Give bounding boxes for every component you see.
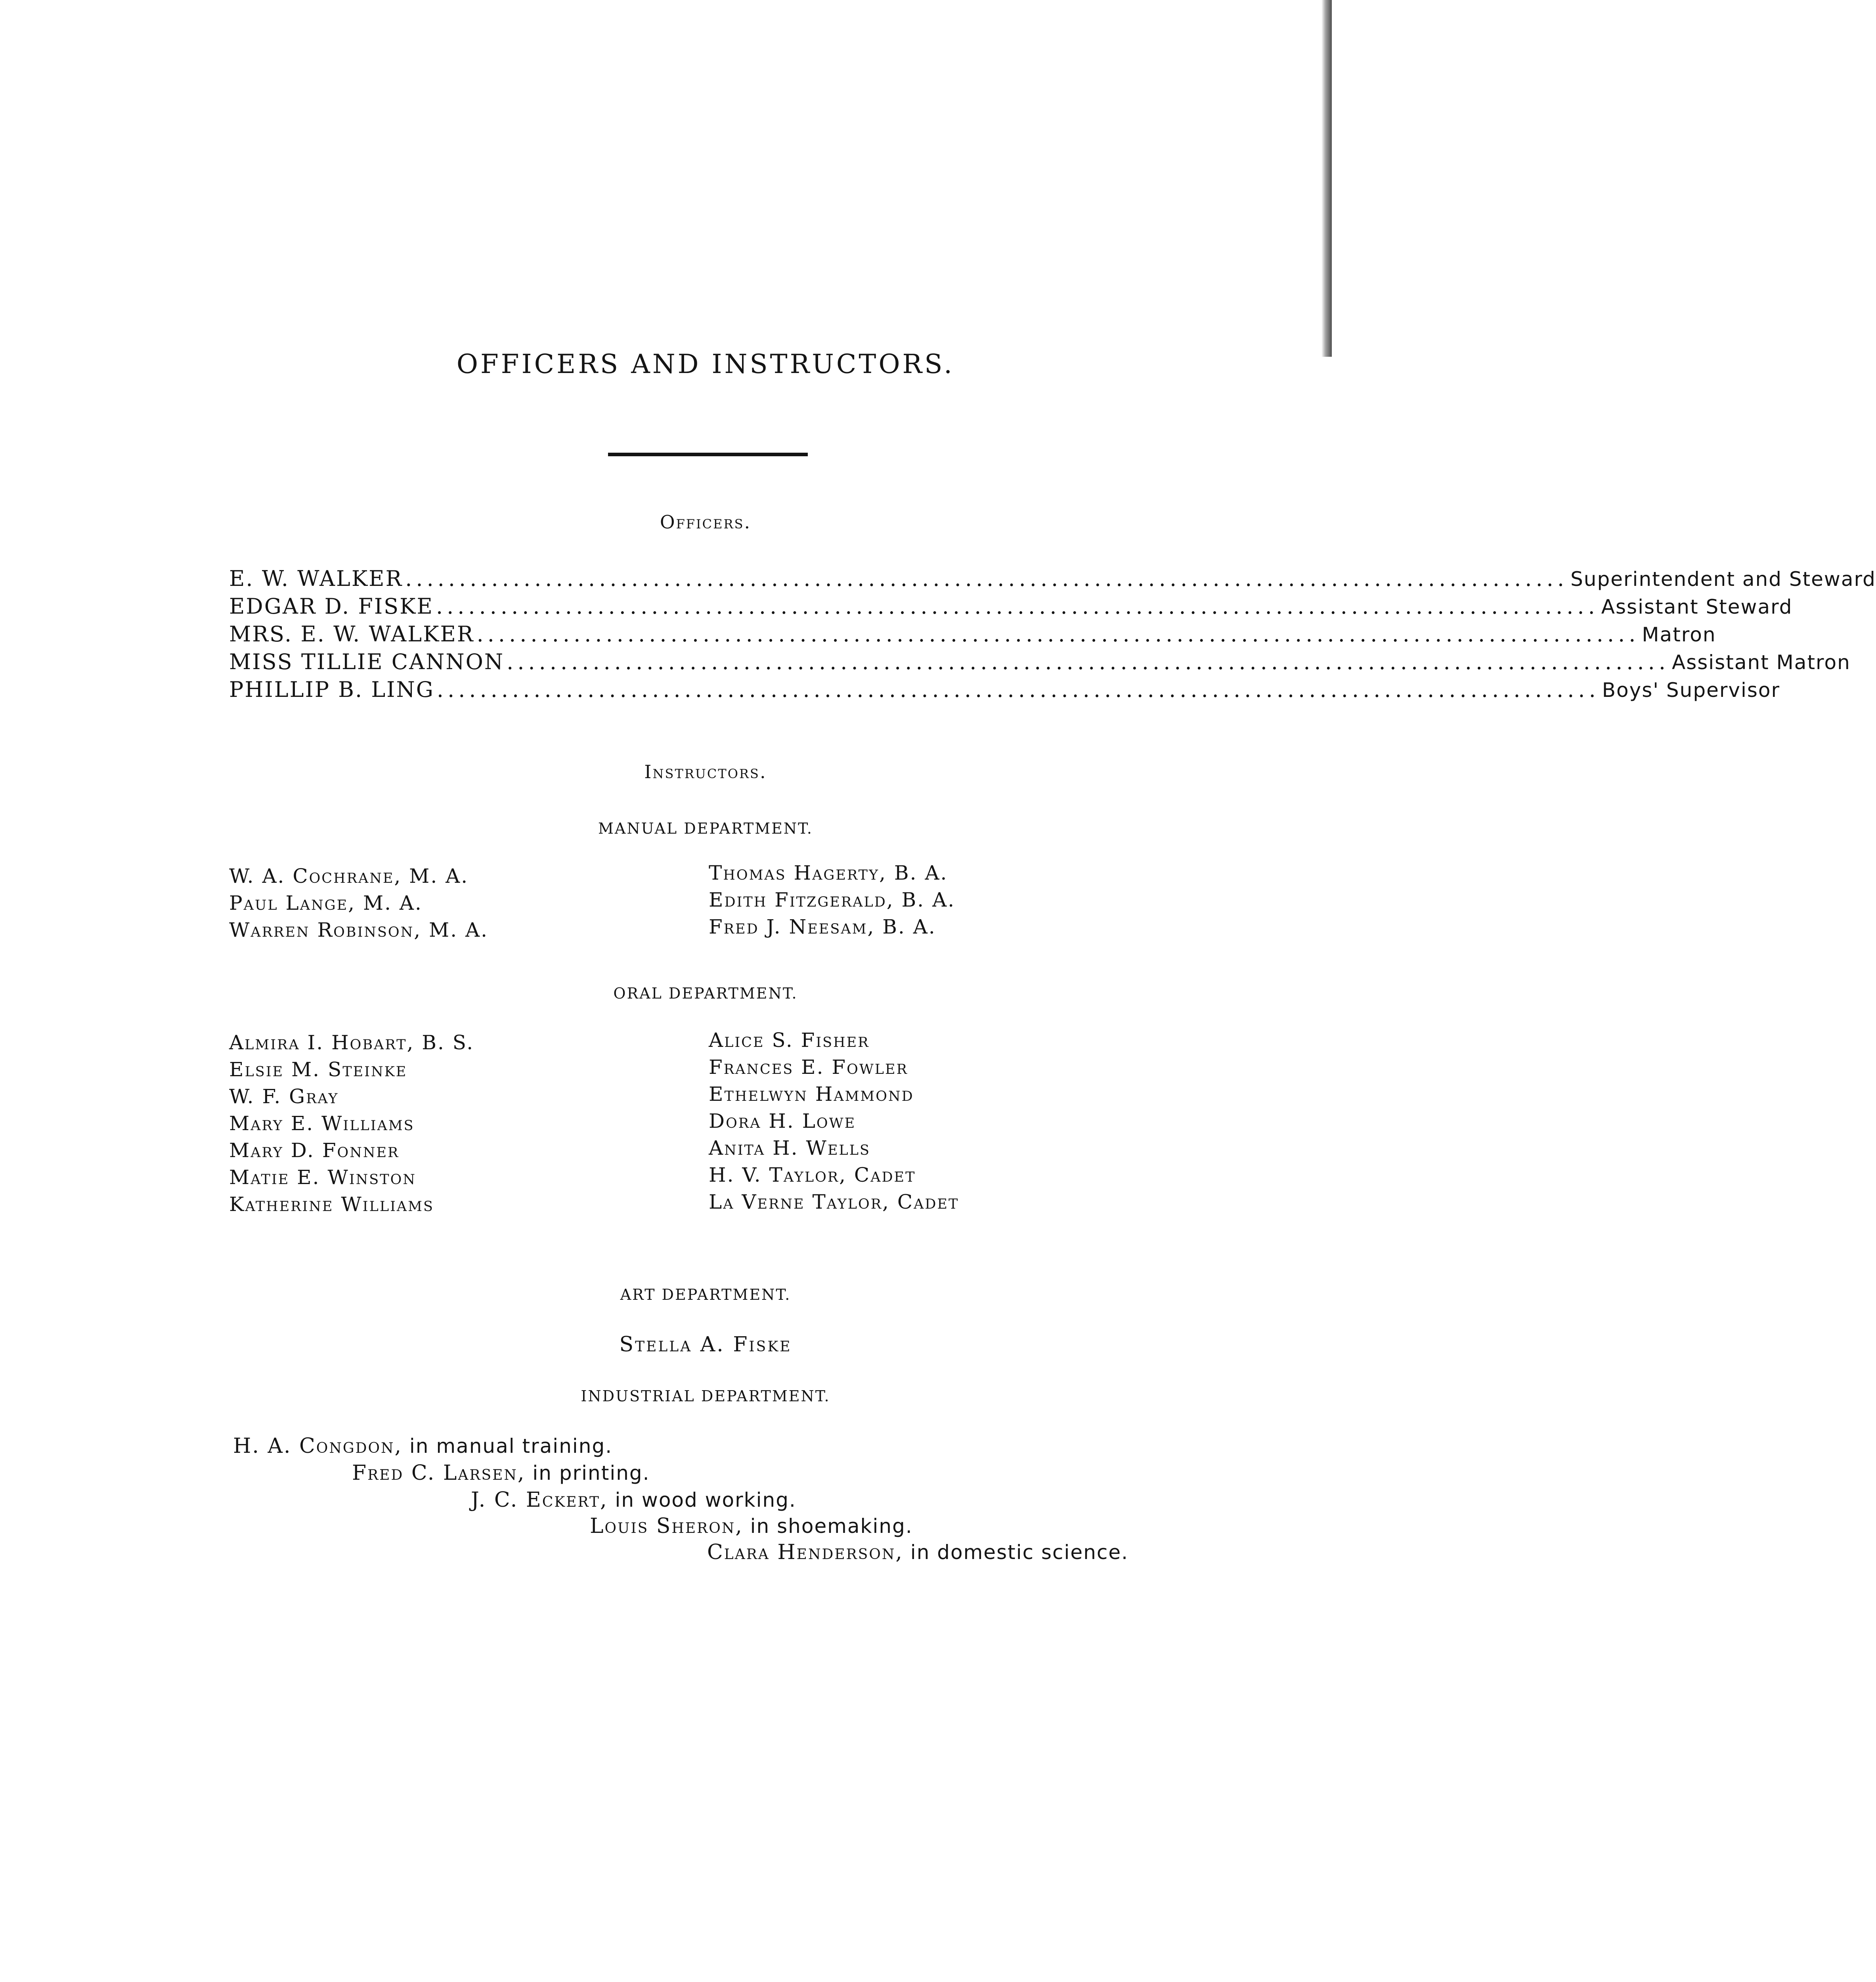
instructor-name: Ethelwyn Hammond xyxy=(709,1083,914,1106)
instructor-name: Almira I. Hobart, B. S. xyxy=(229,1031,474,1054)
industrial-subject: in manual training. xyxy=(402,1435,613,1458)
industrial-instructor-name: J. C. Eckert, xyxy=(471,1488,608,1512)
officer-title: Matron xyxy=(1642,623,1716,646)
industrial-subject: in shoemaking. xyxy=(743,1515,913,1538)
instructor-name: Katherine Williams xyxy=(229,1193,434,1216)
instructors-heading: Instructors. xyxy=(644,761,767,782)
instructor-name: Elsie M. Steinke xyxy=(229,1058,407,1081)
leader-dots: ............................................................................................................ xyxy=(476,622,1640,647)
oral-department-heading: ORAL DEPARTMENT. xyxy=(613,985,798,1002)
page-title: OFFICERS AND INSTRUCTORS. xyxy=(456,349,955,379)
instructor-name: Warren Robinson, M. A. xyxy=(229,918,489,941)
industrial-entry xyxy=(590,1514,913,1538)
officer-row xyxy=(229,565,1876,593)
instructor-name: Alice S. Fisher xyxy=(709,1029,870,1052)
officers-heading: Officers. xyxy=(660,511,752,533)
instructor-name: Dora H. Lowe xyxy=(709,1110,856,1133)
oral-left-column xyxy=(229,1029,474,1218)
officers-list xyxy=(229,565,1876,704)
industrial-subject: in printing. xyxy=(525,1462,650,1485)
instructor-name: Mary E. Williams xyxy=(229,1112,415,1135)
leader-dots: ............................................................................................................ xyxy=(507,649,1669,674)
officer-row xyxy=(229,648,1851,676)
officer-title: Assistant Steward xyxy=(1601,595,1793,618)
manual-right-column xyxy=(709,859,955,940)
instructor-name: Thomas Hagerty, B. A. xyxy=(709,861,948,884)
instructor-name: Paul Lange, M. A. xyxy=(229,892,423,914)
leader-dots: ............................................................................................................ xyxy=(436,594,1599,619)
officer-name: MISS TILLIE CANNON xyxy=(229,649,505,674)
industrial-instructor-name: Louis Sheron, xyxy=(590,1514,743,1538)
instructor-name: W. F. Gray xyxy=(229,1085,339,1108)
industrial-subject: in domestic science. xyxy=(903,1541,1129,1564)
officer-row xyxy=(229,593,1793,620)
scan-edge-shadow xyxy=(1321,0,1332,357)
art-department-heading: ART DEPARTMENT. xyxy=(620,1286,791,1303)
manual-left-column xyxy=(229,863,488,943)
industrial-instructor-name: Fred C. Larsen, xyxy=(352,1461,526,1485)
instructor-name: Anita H. Wells xyxy=(709,1136,870,1159)
industrial-entry xyxy=(233,1434,612,1458)
art-instructor-name: Stella A. Fiske xyxy=(619,1333,792,1356)
industrial-entry xyxy=(471,1488,796,1512)
leader-dots: ............................................................................................................ xyxy=(436,677,1600,702)
officer-title: Boys' Supervisor xyxy=(1602,679,1780,702)
oral-right-column xyxy=(709,1027,959,1215)
instructor-name: Fred J. Neesam, B. A. xyxy=(709,915,936,938)
instructor-name: Mary D. Fonner xyxy=(229,1139,400,1162)
instructor-name: Matie E. Winston xyxy=(229,1166,416,1189)
industrial-instructor-name: Clara Henderson, xyxy=(707,1540,903,1564)
officer-name: EDGAR D. FISKE xyxy=(229,594,434,619)
officer-name: PHILLIP B. LING xyxy=(229,677,434,702)
instructor-name: Frances E. Fowler xyxy=(709,1056,908,1079)
instructor-name: Edith Fitzgerald, B. A. xyxy=(709,888,956,911)
instructor-name: H. V. Taylor, Cadet xyxy=(709,1163,916,1186)
industrial-entry xyxy=(707,1540,1128,1564)
officer-row xyxy=(229,620,1716,648)
officer-title: Assistant Matron xyxy=(1671,651,1851,674)
industrial-entry xyxy=(352,1461,650,1485)
officer-row xyxy=(229,676,1780,704)
instructor-name: W. A. Cochrane, M. A. xyxy=(229,865,469,888)
officer-name: E. W. WALKER xyxy=(229,566,403,591)
manual-department-heading: MANUAL DEPARTMENT. xyxy=(598,820,813,837)
industrial-department-heading: INDUSTRIAL DEPARTMENT. xyxy=(581,1387,830,1405)
industrial-subject: in wood working. xyxy=(608,1488,796,1511)
instructor-name: La Verne Taylor, Cadet xyxy=(709,1190,959,1213)
officer-title: Superintendent and Steward xyxy=(1570,568,1876,591)
industrial-instructor-name: H. A. Congdon, xyxy=(233,1434,402,1458)
title-rule xyxy=(608,453,808,456)
leader-dots: ............................................................................................................ xyxy=(405,566,1568,591)
officer-name: MRS. E. W. WALKER xyxy=(229,622,474,647)
